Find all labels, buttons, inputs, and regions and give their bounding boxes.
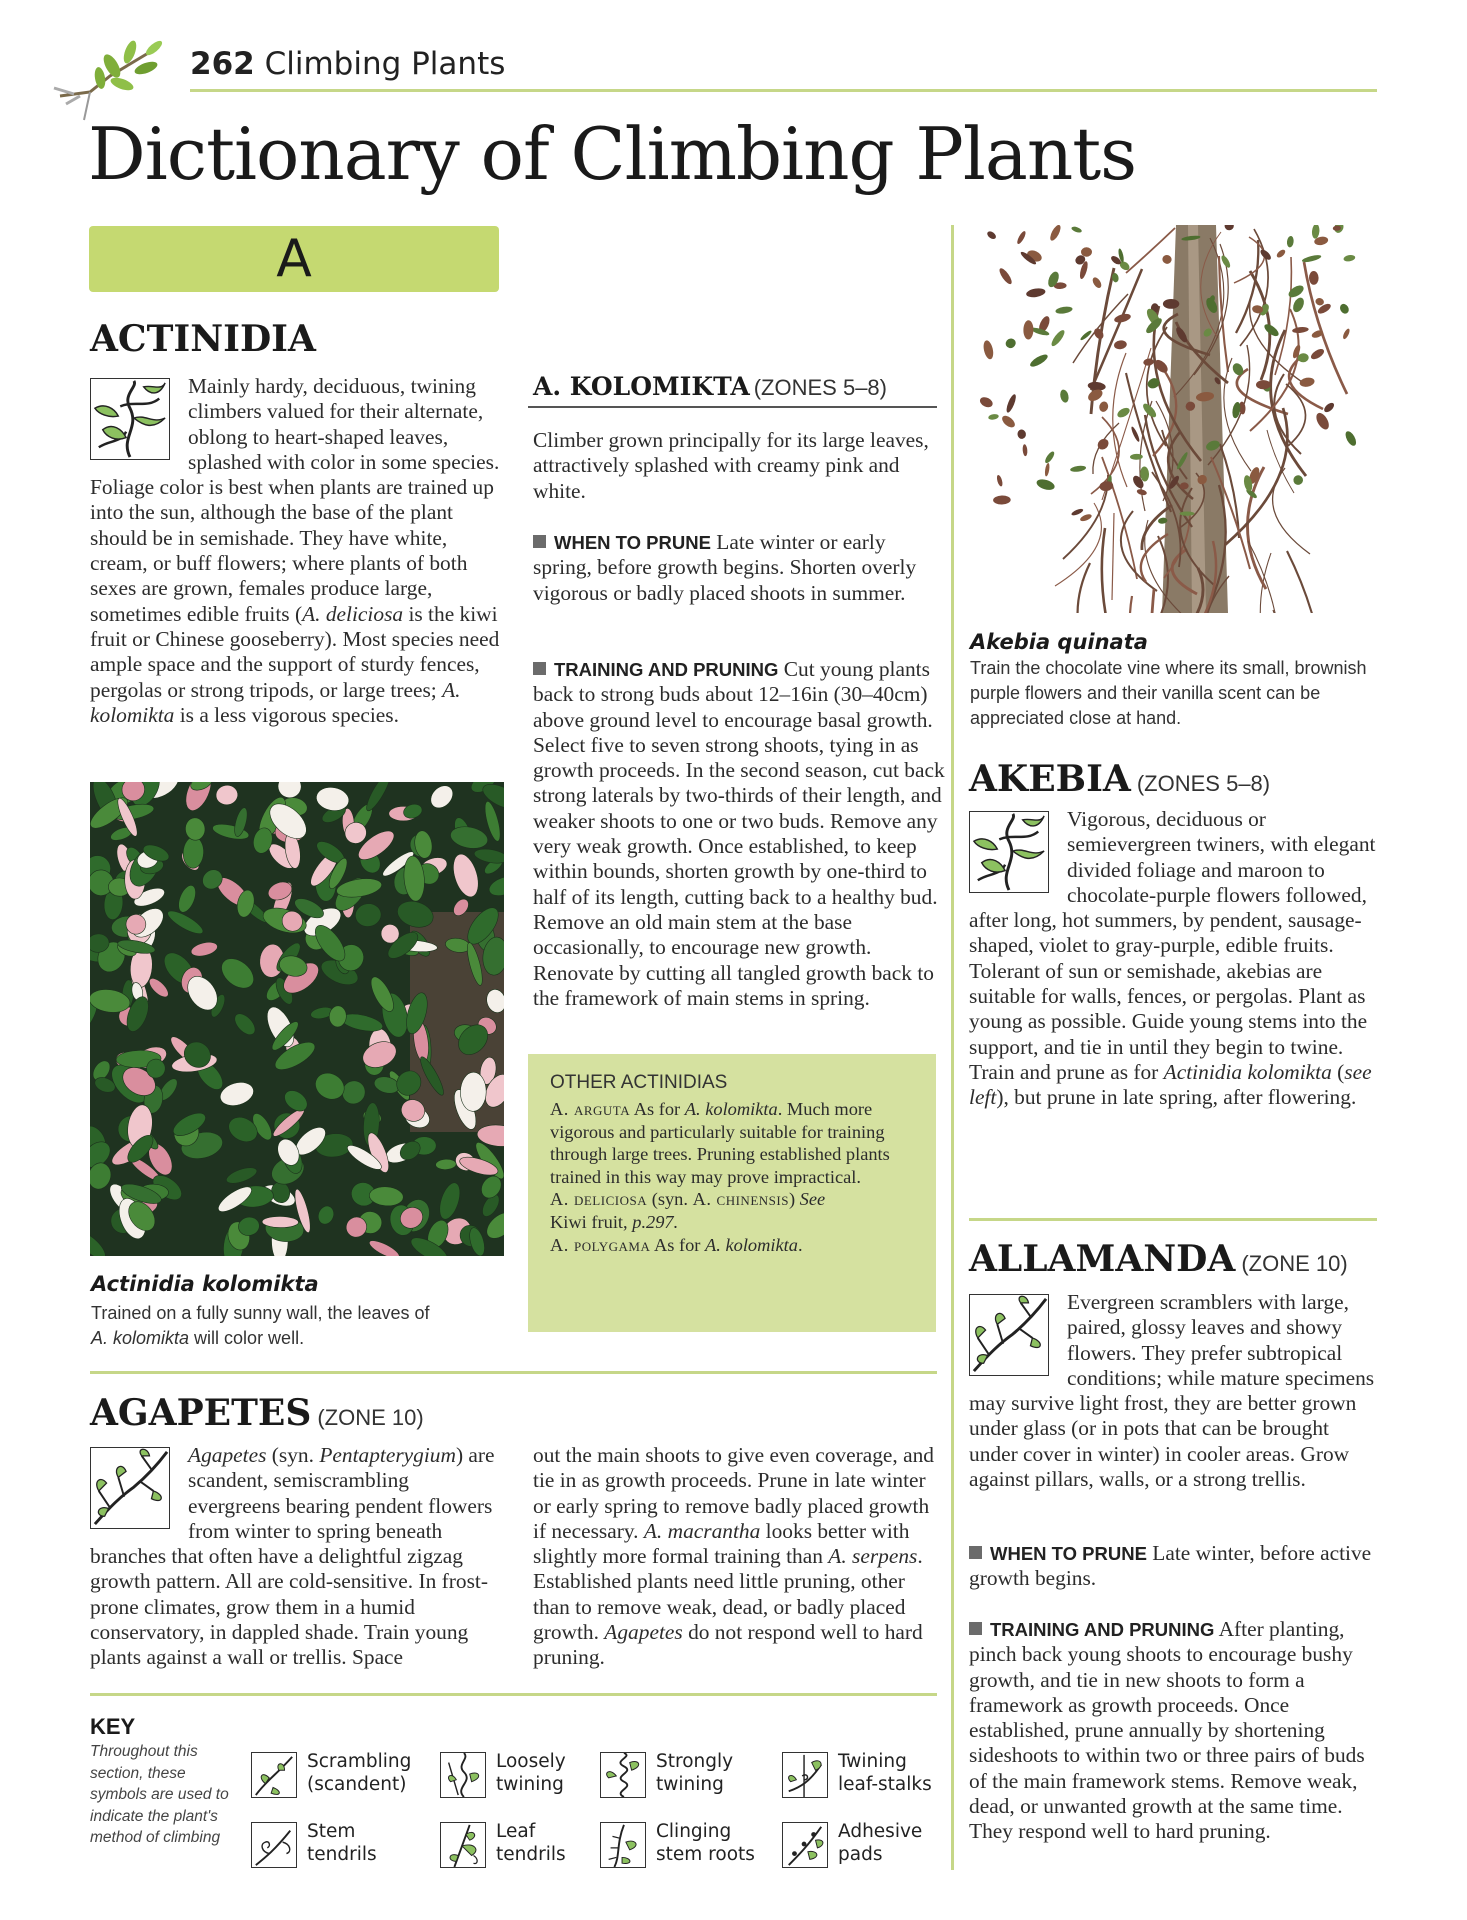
section-name: Climbing Plants (264, 46, 506, 82)
scrambling-icon (251, 1752, 297, 1798)
akebia-text: Vigorous, deciduous or semievergreen twiners, with elegant divided foliage and maroon to chocolate-purple flowers followed, after long, hot summers, by pendent, sausage-shaped, violet to gray-purple, edible fruits. Tolerant of sun or semishade, akebias are suitable for walls, fences, or pergolas. Plant as young as possible. Guide young stems into the support, and tie in until they begin to twine. Train and prune as for Actinidia kolomikta (see left), but prune in late spring, after flowering. (969, 807, 1376, 1110)
key-item (782, 1750, 952, 1800)
species-rule (528, 406, 937, 408)
header-rule (190, 89, 1377, 92)
letter-banner (89, 226, 499, 292)
key-item (440, 1820, 610, 1870)
page-title: Dictionary of Climbing Plants (88, 112, 1137, 196)
allamanda-rule (969, 1218, 1377, 1221)
strongly-twining-icon (600, 1752, 646, 1798)
twining-leaf-stalks-icon (782, 1752, 828, 1798)
scrambling-icon (90, 1447, 170, 1529)
allamanda-training: TRAINING AND PRUNING After planting, pinch back young shoots to encourage bushy growth, and tie in new shoots to form a framework as growth proceeds. Once established, prune annually by shortening sideshoots to within two or three pairs of buds of the main framework stems. Remove weak, dead, or unwanted growth at the same time. They respond well to hard pruning. (969, 1617, 1365, 1844)
key-item-label: Clinging stem roots (656, 1821, 755, 1865)
genus-heading-agapetes: AGAPETES (ZONE 10) (90, 1392, 424, 1434)
actinidia-photo-caption: Trained on a fully sunny wall, the leaves of A. kolomikta will color well. (91, 1303, 430, 1348)
leaf-sprig-logo (50, 36, 170, 122)
other-actinidias-box (528, 1054, 936, 1332)
bullet-square-icon (533, 662, 546, 675)
allamanda-intro: Evergreen scramblers with large, paired, glossy leaves and showy flowers. They prefer subtropical conditions; while mature specimens may survive light frost, they are better grown under glass (or in pots that can be brought under cover in winter) in cooler areas. Grow against pillars, walls, or a strong trellis. (969, 1290, 1375, 1492)
scrambling-icon (969, 1294, 1049, 1376)
key-item-label: Twining leaf-stalks (838, 1751, 932, 1795)
key-note: Throughout this section, these symbols are used to indicate the plant's method of climbing (90, 1743, 229, 1846)
loosely-twining-icon (440, 1752, 486, 1798)
key-item-label: Leaf tendrils (496, 1821, 566, 1865)
key-heading: KEY (90, 1714, 136, 1739)
bullet-square-icon (533, 535, 546, 548)
leaf-tendrils-icon (440, 1822, 486, 1868)
bullet-square-icon (969, 1546, 982, 1559)
actinidia-kolomikta-photo (90, 782, 504, 1256)
key-item-label: Adhesive pads (838, 1821, 923, 1865)
actinidia-intro: Mainly hardy, deciduous, twining climbers valued for their alternate, oblong to heart-shaped leaves, splashed with color in some species. Foliage color is best when plants are trained up into the sun, although the base of the plant should be in semishade. They have white, cream, or buff flowers; where plants of both sexes are grown, females produce large, sometimes edible fruits (A. deliciosa is the kiwi fruit or Chinese gooseberry). Most species need ample space and the support of sturdy fences, pergolas or strong tripods, or large trees; A. kolomikta is a less vigorous species. (90, 374, 500, 727)
clinging-stem-roots-icon (600, 1822, 646, 1868)
running-head (190, 46, 505, 82)
page-number: 262 (190, 46, 255, 82)
allamanda-when-to-prune: WHEN TO PRUNE Late winter, before active growth begins. (969, 1541, 1372, 1591)
kolomikta-training: TRAINING AND PRUNING Cut young plants back to strong buds about 12–16in (30–40cm) above ground level to encourage basal growth. Select five to seven strong shoots, tying in as growth proceeds. In the second season, cut back strong laterals by two-thirds of their length, and weaker shoots to one or two buds. Remove any very weak growth. Once established, to keep within bounds, shorten growth by one-third to half of its length, cutting back to a healthy bud. Remove an old main stem at the base occasionally, to encourage new growth. Renovate by cutting all tangled growth back to the framework of main stems in spring. (533, 657, 945, 1010)
agapetes-text-col1: Agapetes (syn. Pentapterygium) are scandent, semiscrambling evergreens bearing pendent flowers from winter to spring beneath branches that often have a delightful zigzag growth pattern. All are cold-sensitive. In frost-prone climates, grow them in a humid conservatory, in dappled shade. Train young plants against a wall or trellis. Space (90, 1443, 495, 1670)
adhesive-pads-icon (782, 1822, 828, 1868)
key-item (782, 1820, 952, 1870)
other-actinidias-title: OTHER ACTINIDIAS (550, 1072, 728, 1093)
key-item (251, 1820, 421, 1870)
key-item (600, 1820, 770, 1870)
other-actinidias-list: A. arguta As for A. kolomikta. Much more vigorous and particularly suitable for training through large trees. Pruning established plants trained in this way may prove impractical. A. deliciosa (syn. A. chinensis) See Kiwi fruit, p.297. A. polygama As for A. kolomikta. (550, 1099, 890, 1255)
key-item-label: Loosely twining (496, 1751, 566, 1795)
agapetes-text-col2: out the main shoots to give even coverage, and tie in as growth proceeds. Prune in late winter or early spring to remove badly placed growth if necessary. A. macrantha looks better with slightly more formal training than A. serpens. Established plants need little pruning, other than to remove weak, dead, or badly placed growth. Agapetes do not respond well to hard pruning. (533, 1443, 934, 1670)
key-item-label: Strongly twining (656, 1751, 734, 1795)
stem-tendrils-icon (251, 1822, 297, 1868)
genus-heading-actinidia: ACTINIDIA (90, 318, 316, 360)
letter-label: A (276, 229, 312, 289)
akebia-photo-caption: Train the chocolate vine where its small, brownish purple flowers and their vanilla scent can be appreciated close at hand. (970, 658, 1367, 728)
akebia-quinata-photo (966, 225, 1366, 613)
species-heading-kolomikta: A. KOLOMIKTA (ZONES 5–8) (533, 372, 887, 401)
key-item-label: Stem tendrils (307, 1821, 377, 1865)
key-item-label: Scrambling (scandent) (307, 1751, 412, 1795)
actinidia-photo-caption-title: Actinidia kolomikta (91, 1272, 319, 1296)
column-divider (951, 225, 954, 1870)
section-rule (90, 1371, 937, 1374)
key-rule (90, 1693, 937, 1696)
genus-heading-allamanda: ALLAMANDA (ZONE 10) (969, 1238, 1348, 1280)
akebia-photo-caption-title: Akebia quinata (970, 630, 1148, 654)
genus-heading-akebia: AKEBIA (ZONES 5–8) (969, 758, 1271, 800)
key-item (440, 1750, 610, 1800)
twining-climber-icon (969, 811, 1049, 893)
kolomikta-intro: Climber grown principally for its large leaves, attractively splashed with creamy pink and white. (533, 428, 929, 503)
key-item (251, 1750, 421, 1800)
key-item (600, 1750, 770, 1800)
bullet-square-icon (969, 1622, 982, 1635)
kolomikta-when-to-prune: WHEN TO PRUNE Late winter or early spring, before growth begins. Shorten overly vigorous or badly placed shoots in summer. (533, 530, 917, 605)
twining-climber-icon (90, 378, 170, 460)
